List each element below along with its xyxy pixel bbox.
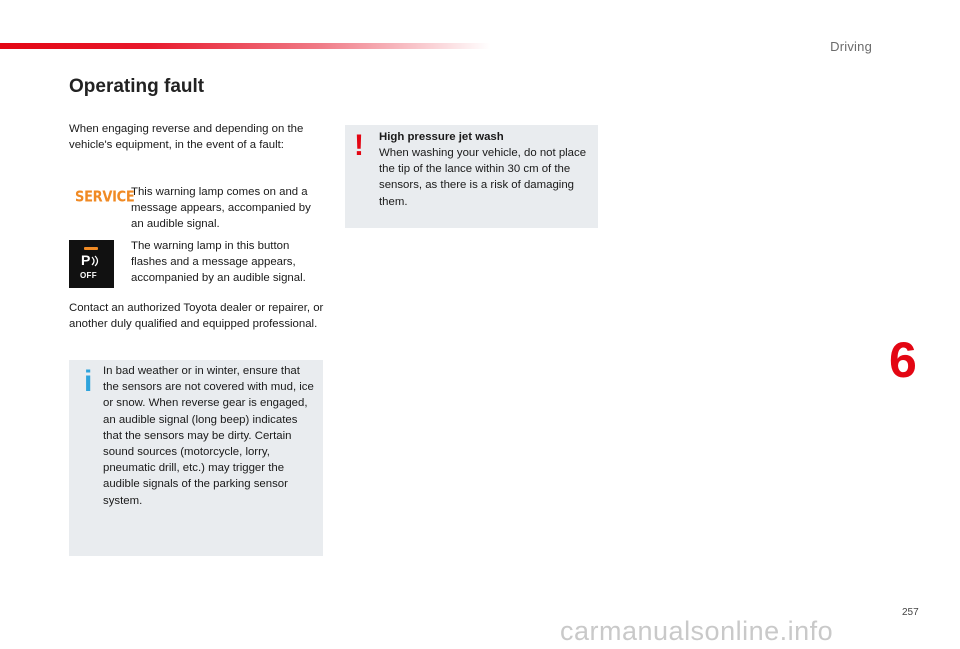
- off-label: OFF: [80, 271, 97, 280]
- warning-text: When washing your vehicle, do not place the tip of the lance within 30 cm of the sensors, as there is a risk of damaging them.: [379, 147, 587, 208]
- park-symbol: [81, 253, 101, 267]
- park-sensors-off-button-icon: [69, 240, 114, 288]
- park-lamp-description: The warning lamp in this button flashes and a message appears, accompanied by an audible signal.: [131, 240, 306, 285]
- contact-paragraph: Contact an authorized Toyota dealer or repairer, or another duly qualified and equipped professional.: [69, 302, 324, 331]
- service-warning-lamp-icon: SERVICE: [75, 188, 135, 207]
- header-accent-bar: [0, 43, 490, 49]
- warning-exclamation-icon: !: [354, 129, 364, 162]
- watermark-link[interactable]: carmanualsonline.info: [560, 616, 834, 646]
- warning-heading: High pressure jet wash: [379, 131, 504, 143]
- info-icon: i: [84, 365, 93, 398]
- info-box: [69, 360, 323, 556]
- warning-box: [345, 125, 598, 228]
- section-title: Driving: [830, 39, 872, 54]
- indicator-led: [84, 247, 98, 250]
- sensor-waves-icon: [91, 255, 101, 267]
- chapter-number: 6: [889, 332, 917, 388]
- page-title: Operating fault: [69, 76, 205, 97]
- info-text: In bad weather or in winter, ensure that the sensors are not covered with mud, ice or snow. When reverse gear is engaged, an audible signal (long beep) indicates that the sensors may be dirty. Certain sound sources (motorcycle, lorry, pneumatic drill, etc.) may trigger the audible signals of the parking sensor system.: [103, 365, 314, 507]
- intro-paragraph: When engaging reverse and depending on the vehicle's equipment, in the event of a fault:: [69, 123, 304, 152]
- page-number: 257: [902, 607, 919, 618]
- park-letter: P: [81, 252, 91, 268]
- service-lamp-description: This warning lamp comes on and a message appears, accompanied by an audible signal.: [131, 186, 311, 231]
